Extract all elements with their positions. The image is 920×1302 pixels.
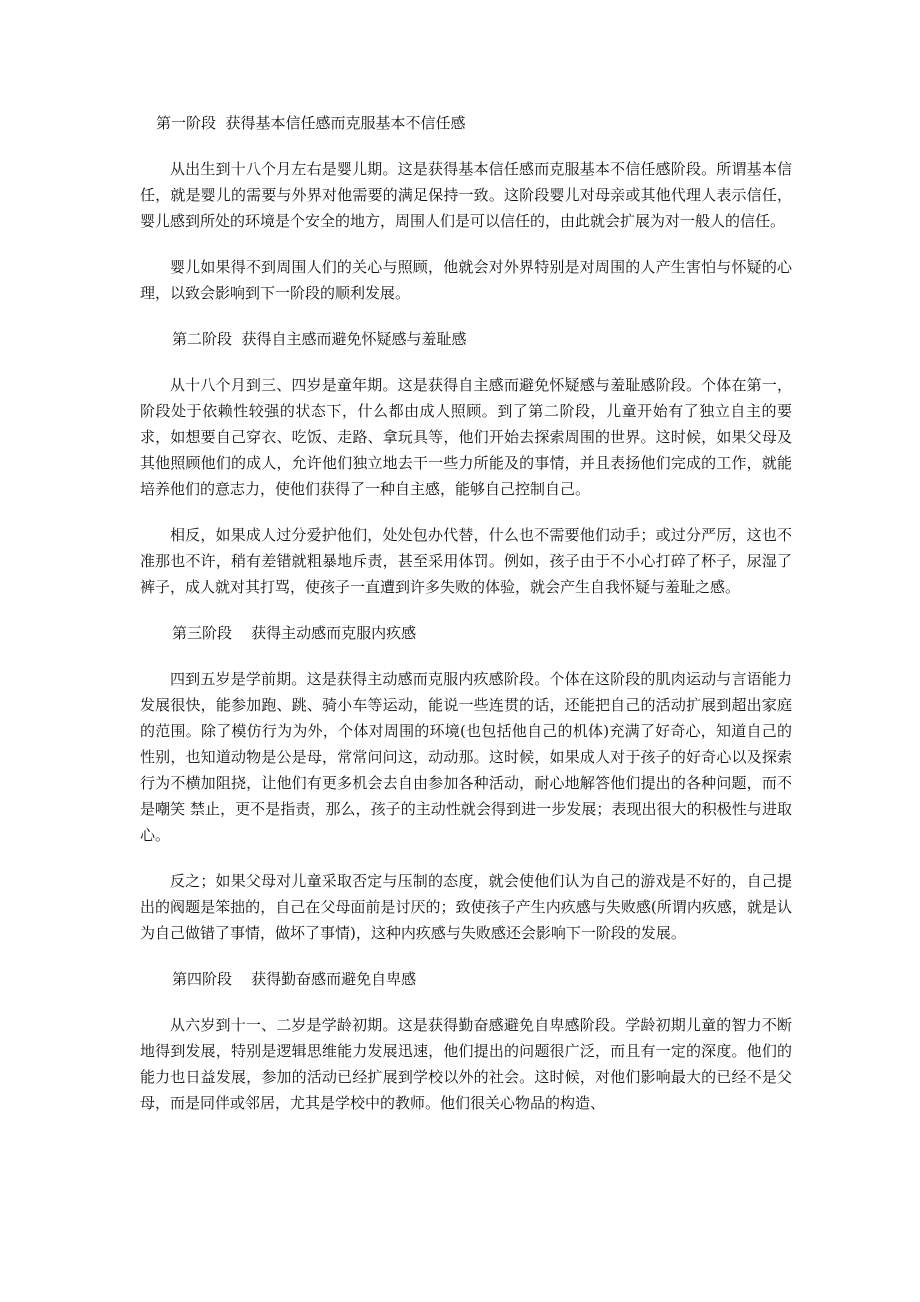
stage-2-heading: 第二阶段 获得自主感而避免怀疑感与羞耻感 (172, 330, 467, 348)
stage-3-paragraph-2: 反之；如果父母对儿童采取否定与压制的态度，就会使他们认为自己的游戏是不好的，自己提出的阀题是笨拙的，自己在父母面前是讨厌的；致使孩子产生内疚感与失败感(所谓内疚感，就是认为自己做错了事情，做坏了事情)，这种内疚感与失败感还会影响下一阶段的发展。 (140, 872, 792, 942)
stage-2-paragraph-2: 相反，如果成人过分爱护他们，处处包办代替，什么也不需要他们动手；或过分严厉，这也不准那也不许，稍有差错就粗暴地斥责，甚至采用体罚。例如，孩子由于不小心打碎了杯子，尿湿了裤子，成人就对其打骂，使孩子一直遭到许多失败的体验，就会产生自我怀疑与羞耻之感。 (140, 526, 792, 596)
stage-1-paragraph-2: 婴儿如果得不到周围人们的关心与照顾，他就会对外界特别是对周围的人产生害怕与怀疑的心理，以致会影响到下一阶段的顺利发展。 (140, 258, 792, 302)
stage-3-heading: 第三阶段 获得主动感而克服内疚感 (172, 624, 417, 642)
stage-2-paragraph-1: 从十八个月到三、四岁是童年期。这是获得自主感而避免怀疑感与羞耻感阶段。个体在第一，阶段处于依赖性较强的状态下，什么都由成人照顾。到了第二阶段，儿童开始有了独立自主的要求，如想要自己穿衣、吃饭、走路、拿玩具等，他们开始去探索周围的世界。这时候，如果父母及其他照顾他们的成人，允许他们独立地去干一些力所能及的事情，并且表扬他们完成的工作，就能培养他们的意志力，使他们获得了一种自主感，能够自己控制自己。 (140, 376, 792, 498)
stage-3-paragraph-1: 四到五岁是学前期。这是获得主动感而克服内疚感阶段。个体在这阶段的肌肉运动与言语能力发展很快，能参加跑、跳、骑小车等运动，能说一些连贯的话，还能把自己的活动扩展到超出家庭的范围。除了模仿行为为外，个体对周围的环境(也包括他自己的机体)充满了好奇心，知道自己的性别，也知道动物是公是母，常常问问这，动动那。这时候，如果成人对于孩子的好奇心以及探索行为不横加阻挠，让他们有更多机会去自由参加各种活动，耐心地解答他们提出的各种问题，而不是嘲笑 禁止，更不是指责，那么，孩子的主动性就会得到进一步发展；表现出很大的积极性与进取心。 (140, 670, 792, 844)
stage-1-heading: 第一阶段 获得基本信任感而克服基本不信任感 (156, 114, 466, 132)
document-body (140, 110, 792, 1136)
stage-4-paragraph-1: 从六岁到十一、二岁是学龄初期。这是获得勤奋感避免自卑感阶段。学龄初期儿童的智力不断地得到发展，特别是逻辑思维能力发展迅速，他们提出的问题很广泛，而且有一定的深度。他们的能力也日益发展，参加的活动已经扩展到学校以外的社会。这时候，对他们影响最大的已经不是父母，而是同伴或邻居，尤其是学校中的教师。他们很关心物品的构造、 (140, 1016, 792, 1112)
stage-1-paragraph-1: 从出生到十八个月左右是婴儿期。这是获得基本信任感而克服基本不信任感阶段。所谓基本信任，就是婴儿的需要与外界对他需要的满足保持一致。这阶段婴儿对母亲或其他代理人表示信任，婴儿感到所处的环境是个安全的地方，周围人们是可以信任的，由此就会扩展为对一般人的信任。 (140, 160, 792, 230)
stage-4-heading: 第四阶段 获得勤奋感而避免自卑感 (172, 970, 417, 988)
